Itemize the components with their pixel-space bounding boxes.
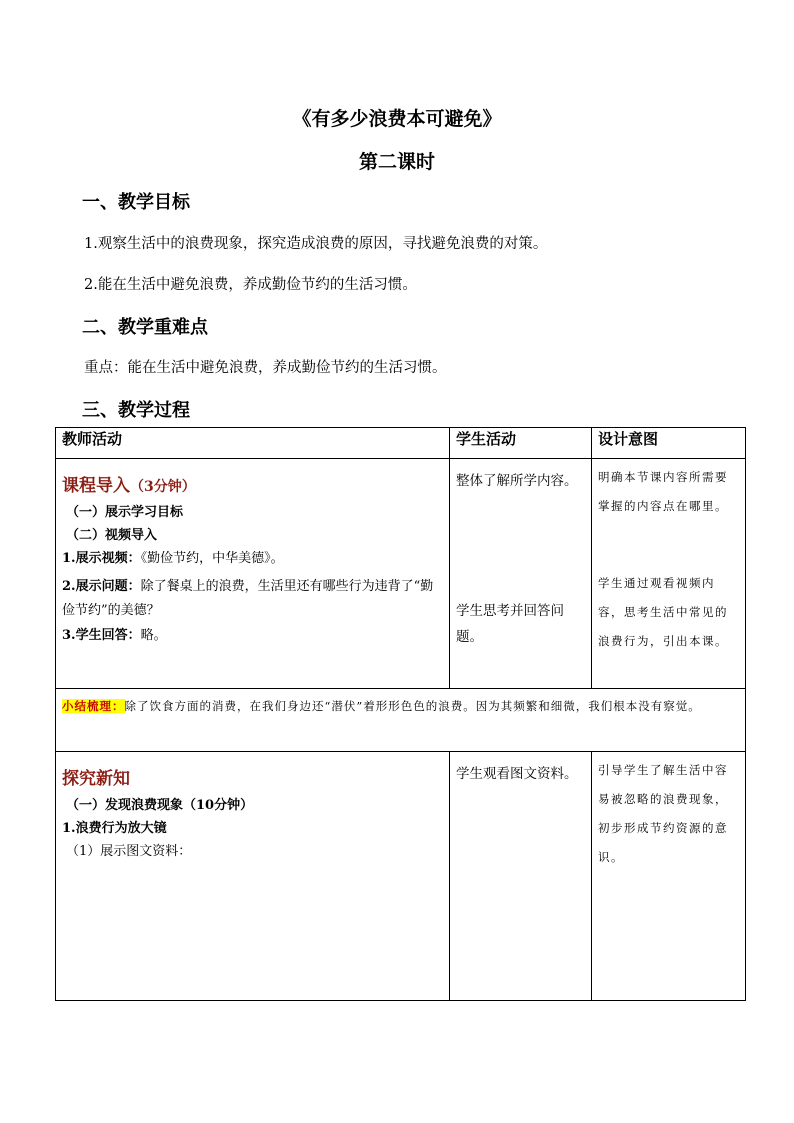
- table-header-row: [56, 428, 746, 459]
- section-heading-process: 三、教学过程: [82, 400, 190, 421]
- lesson-process-table: [55, 427, 746, 1001]
- header-teacher-activity: 教师活动: [56, 428, 450, 459]
- summary-text-block: [62, 689, 739, 722]
- explore-item-1: （一）发现浪费现象（10分钟）: [66, 798, 254, 813]
- student-cell-explore: [450, 752, 592, 1001]
- summary-cell: [56, 689, 746, 752]
- intro-line-2-label: 2.展示问题：: [62, 579, 141, 594]
- section-heading-key-points: 二、教学重难点: [82, 317, 208, 338]
- header-student-activity: 学生活动: [450, 428, 592, 459]
- intro-line-3-label: 3.学生回答：: [62, 628, 141, 643]
- intro-title-text: 课程导入: [62, 476, 130, 496]
- goal-item-2: 2.能在生活中避免浪费，养成勤俭节约的生活习惯。: [84, 277, 417, 293]
- intro-item-1: （一）展示学习目标: [66, 505, 184, 520]
- explore-item-3: （1）展示图文资料：: [66, 844, 192, 859]
- table-row-summary: [56, 689, 746, 752]
- intro-line-2-text: 除了餐桌上的浪费，生活里还有哪些行为违背了“勤俭节约”的美德？: [62, 579, 434, 618]
- table-row-intro: [56, 459, 746, 689]
- design-intent-2: 学生通过观看视频内容，思考生活中常见的浪费行为，引出本课。: [598, 576, 728, 648]
- intro-line-1-label: 1.展示视频：: [62, 551, 141, 566]
- student-activity-1: 整体了解所学内容。: [456, 473, 578, 489]
- intro-item-2: （二）视频导入: [66, 528, 158, 543]
- design-intent-1: 明确本节课内容所需要掌握的内容点在哪里。: [598, 470, 728, 513]
- design-cell-intro: [592, 459, 746, 689]
- explore-section-title: 探究新知: [62, 769, 130, 789]
- teacher-cell-intro: [56, 459, 450, 689]
- intro-line-3: [62, 629, 443, 642]
- student-activity-2: 学生思考并回答问题。: [456, 603, 564, 645]
- section-heading-goals: 一、教学目标: [82, 192, 190, 213]
- intro-line-1: [62, 552, 443, 565]
- goal-item-1: 1.观察生活中的浪费现象，探究造成浪费的原因，寻找避免浪费的对策。: [84, 236, 548, 252]
- summary-label: 小结梳理：: [62, 699, 125, 713]
- document-subtitle: 第二课时: [358, 151, 435, 173]
- document-title: 《有多少浪费本可避免》: [292, 108, 502, 130]
- design-intent-explore: 引导学生了解生活中容易被忽略的浪费现象，初步形成节约资源的意识。: [598, 763, 728, 864]
- design-cell-explore: [592, 752, 746, 1001]
- teacher-cell-explore: [56, 752, 450, 1001]
- student-activity-explore: 学生观看图文资料。: [456, 766, 578, 782]
- header-design-intent: 设计意图: [592, 428, 746, 459]
- explore-item-2: 1.浪费行为放大镜: [62, 821, 167, 836]
- student-cell-intro: [450, 459, 592, 689]
- summary-text: 除了饮食方面的消费，在我们身边还“潜伏”着形形色色的浪费。因为其频繁和细微，我们根本没有察觉。: [124, 699, 701, 713]
- intro-time-text: （3分钟）: [130, 479, 196, 495]
- intro-line-3-text: 略。: [140, 628, 167, 643]
- table-row-explore: [56, 752, 746, 1001]
- intro-section-title: [62, 471, 443, 496]
- key-point-text: 重点：能在生活中避免浪费，养成勤俭节约的生活习惯。: [84, 360, 447, 376]
- intro-line-2: [62, 575, 443, 623]
- intro-line-1-text: 《勤俭节约，中华美德》。: [140, 551, 284, 566]
